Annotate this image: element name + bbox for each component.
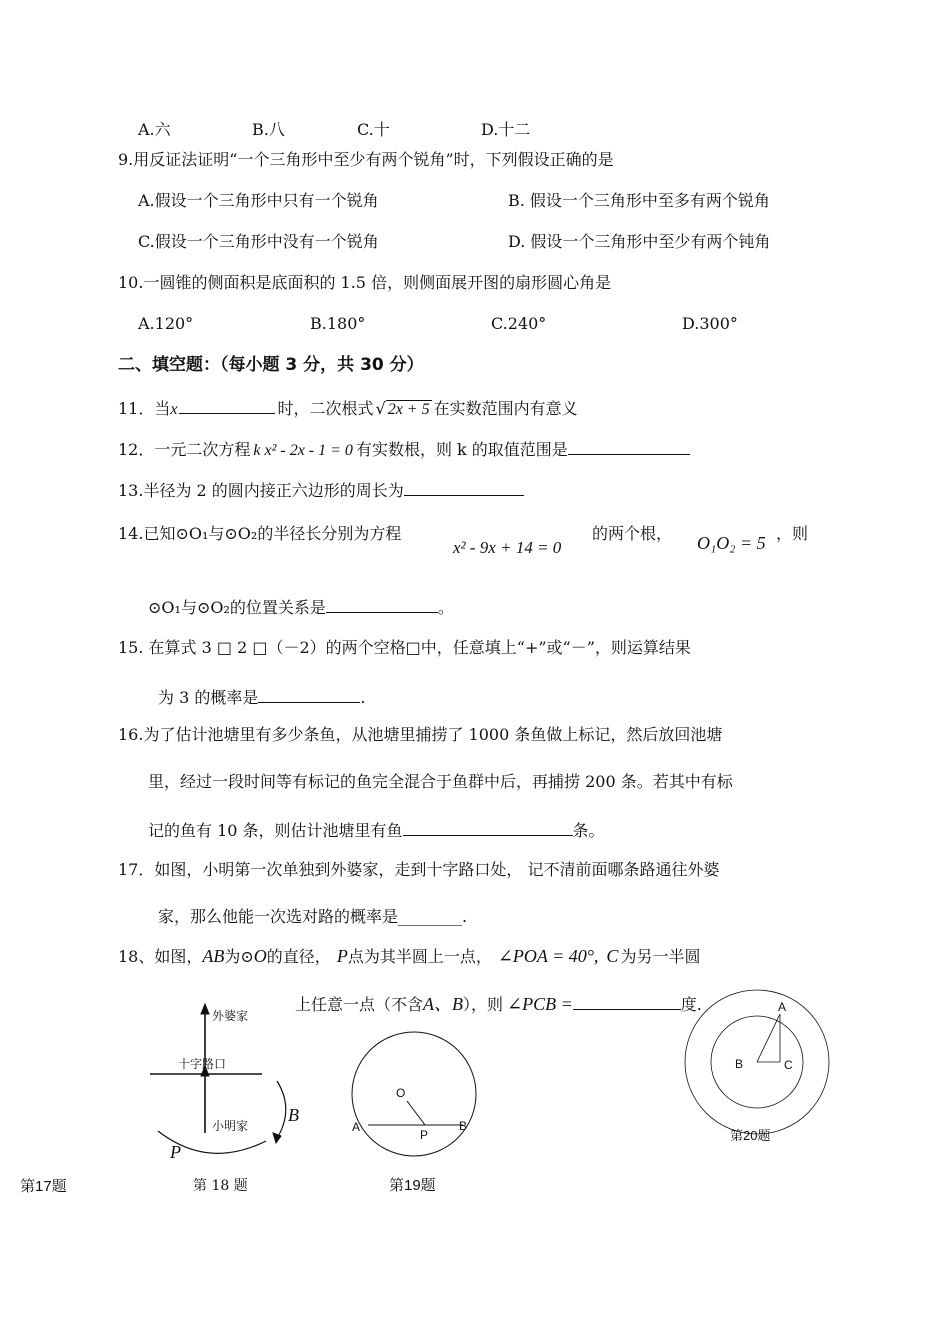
q9-option-b: B. 假设一个三角形中至多有两个锐角 — [508, 191, 770, 210]
q8-option-b: B.八 — [252, 120, 285, 139]
fig19-circle-diagram — [352, 1032, 476, 1156]
q8-option-c: C.十 — [357, 120, 390, 139]
q14-text-1: 14.已知⊙O₁与⊙O₂的半径长分别为方程 — [118, 524, 402, 543]
q14-equation: x² - 9x + 14 = 0 — [453, 538, 562, 557]
q12-equation: k x² - 2x - 1 = 0 — [253, 442, 353, 459]
fig20-label-c: C — [784, 1058, 793, 1072]
fig17-arc-b — [276, 1081, 286, 1140]
fig19-label-a: A — [352, 1120, 361, 1134]
q15-line2-text: 为 3 的概率是 — [158, 688, 259, 707]
fig20-segment-ba — [757, 1014, 780, 1062]
q14-text-3: ，则 — [776, 524, 809, 543]
q11-radicand: 2x + 5 — [387, 401, 430, 418]
q12-text-2: 有实数根，则 k 的取值范围是 — [355, 440, 568, 459]
q17-line-2: 家，那么他能一次选对路的概率是________. — [158, 907, 468, 926]
fig17-label-grandma-home: 外婆家 — [212, 1009, 249, 1023]
fig19-label-o: O — [396, 1086, 406, 1100]
q18-text-2: 为⊙ — [224, 947, 254, 966]
q18-angle: ∠POA = 40°, — [497, 946, 599, 966]
q18-line2-d: 度. — [680, 995, 702, 1014]
q9-option-d: D. 假设一个三角形中至少有两个钝角 — [508, 232, 771, 251]
q9-option-c: C.假设一个三角形中没有一个锐角 — [138, 232, 379, 251]
q17-line-1: 17．如图，小明第一次单独到外婆家，走到十字路口处， 记不清前面哪条路通往外婆 — [118, 860, 720, 879]
fig17-label-xiaoming-home: 小明家 — [212, 1119, 249, 1133]
q18-line2-a: 上任意一点（不含 — [295, 995, 424, 1014]
q18-o: O — [253, 946, 267, 966]
arrow-up-icon — [201, 1004, 209, 1014]
fig17-label-p: P — [170, 1142, 181, 1162]
q10-option-b: B.180° — [310, 314, 366, 333]
q18-p: P — [336, 946, 348, 966]
fig17-label-b: B — [288, 1105, 299, 1125]
q14-center-distance: O₁O₂ = 5 — [697, 533, 766, 553]
radical-sign-icon: √ — [375, 399, 386, 418]
q16-line3-text: 记的鱼有 10 条，则估计池塘里有鱼 — [148, 821, 403, 840]
fig19-circle — [352, 1032, 476, 1156]
q14-text-2: 的两个根， — [592, 524, 673, 543]
q9-stem: 9.用反证法证明“一个三角形中至少有两个锐角”时，下列假设正确的是 — [118, 150, 614, 169]
q14-line2-text: ⊙O₁与⊙O₂的位置关系是 — [148, 598, 326, 617]
fig19-label-p: P — [420, 1128, 429, 1142]
fig19-radius-op — [407, 1101, 425, 1125]
q15-line-1: 15. 在算式 3 □ 2 □（－2）的两个空格□中，任意填上“+”或“－”，则运算结果 — [118, 638, 691, 657]
q18-text-4: 点为其半圆上一点， — [347, 947, 492, 966]
q18-line2-c: ），则 — [463, 995, 504, 1014]
q11-text-1: 11．当 — [118, 399, 171, 418]
q16-line-1: 16.为了估计池塘里有多少条鱼，从池塘里捕捞了 1000 条鱼做上标记，然后放回池塘 — [118, 725, 723, 744]
q18-text-1: 18、如图， — [118, 947, 203, 966]
q16-line-2: 里，经过一段时间等有标记的鱼完全混合于鱼群中后，再捕捞 200 条。若其中有标 — [148, 772, 733, 791]
q11-variable: x — [170, 401, 178, 418]
section-2-title: 二、填空题：（每小题 3 分，共 30 分） — [118, 355, 424, 375]
fig19-caption: 第19题 — [389, 1177, 436, 1194]
fig19-label-b: B — [459, 1119, 468, 1133]
q10-stem: 10.一圆锥的侧面积是底面积的 1.5 倍，则侧面展开图的扇形圆心角是 — [118, 273, 612, 292]
fig20-caption: 第20题 — [730, 1128, 771, 1143]
q18-text-3: 的直径， — [266, 947, 331, 966]
q8-option-d: D.十二 — [481, 120, 531, 139]
q18-ab: AB — [202, 946, 225, 966]
q8-option-a: A.六 — [138, 120, 171, 139]
fig18-caption: 第 18 题 — [193, 1178, 248, 1194]
q18-c: C — [606, 946, 619, 966]
q10-option-a: A.120° — [138, 314, 194, 333]
q9-option-a: A.假设一个三角形中只有一个锐角 — [138, 191, 379, 210]
fig17-label-crossroads: 十字路口 — [178, 1057, 227, 1071]
q13-text: 13.半径为 2 的圆内接正六边形的周长为 — [118, 481, 404, 500]
q10-option-c: C.240° — [491, 314, 547, 333]
q15-end: . — [360, 688, 366, 707]
q12-text-1: 12．一元二次方程 — [118, 440, 251, 459]
q11-text-3: 在实数范围内有意义 — [433, 399, 578, 418]
q14-end: 。 — [437, 598, 454, 617]
q10-option-d: D.300° — [682, 314, 738, 333]
q18-ab-excluded: A、B — [423, 994, 464, 1014]
fig17-caption: 第17题 — [20, 1178, 67, 1195]
q18-text-5: 为另一半圆 — [620, 947, 701, 966]
fig20-label-b: B — [735, 1057, 744, 1071]
q18-angle-pcb: ∠PCB = — [507, 994, 573, 1014]
fig20-label-a: A — [778, 1000, 787, 1014]
q16-end: 条。 — [572, 821, 605, 840]
fig20-concentric-circles — [685, 990, 829, 1134]
q11-text-2: 时，二次根式 — [277, 399, 374, 418]
